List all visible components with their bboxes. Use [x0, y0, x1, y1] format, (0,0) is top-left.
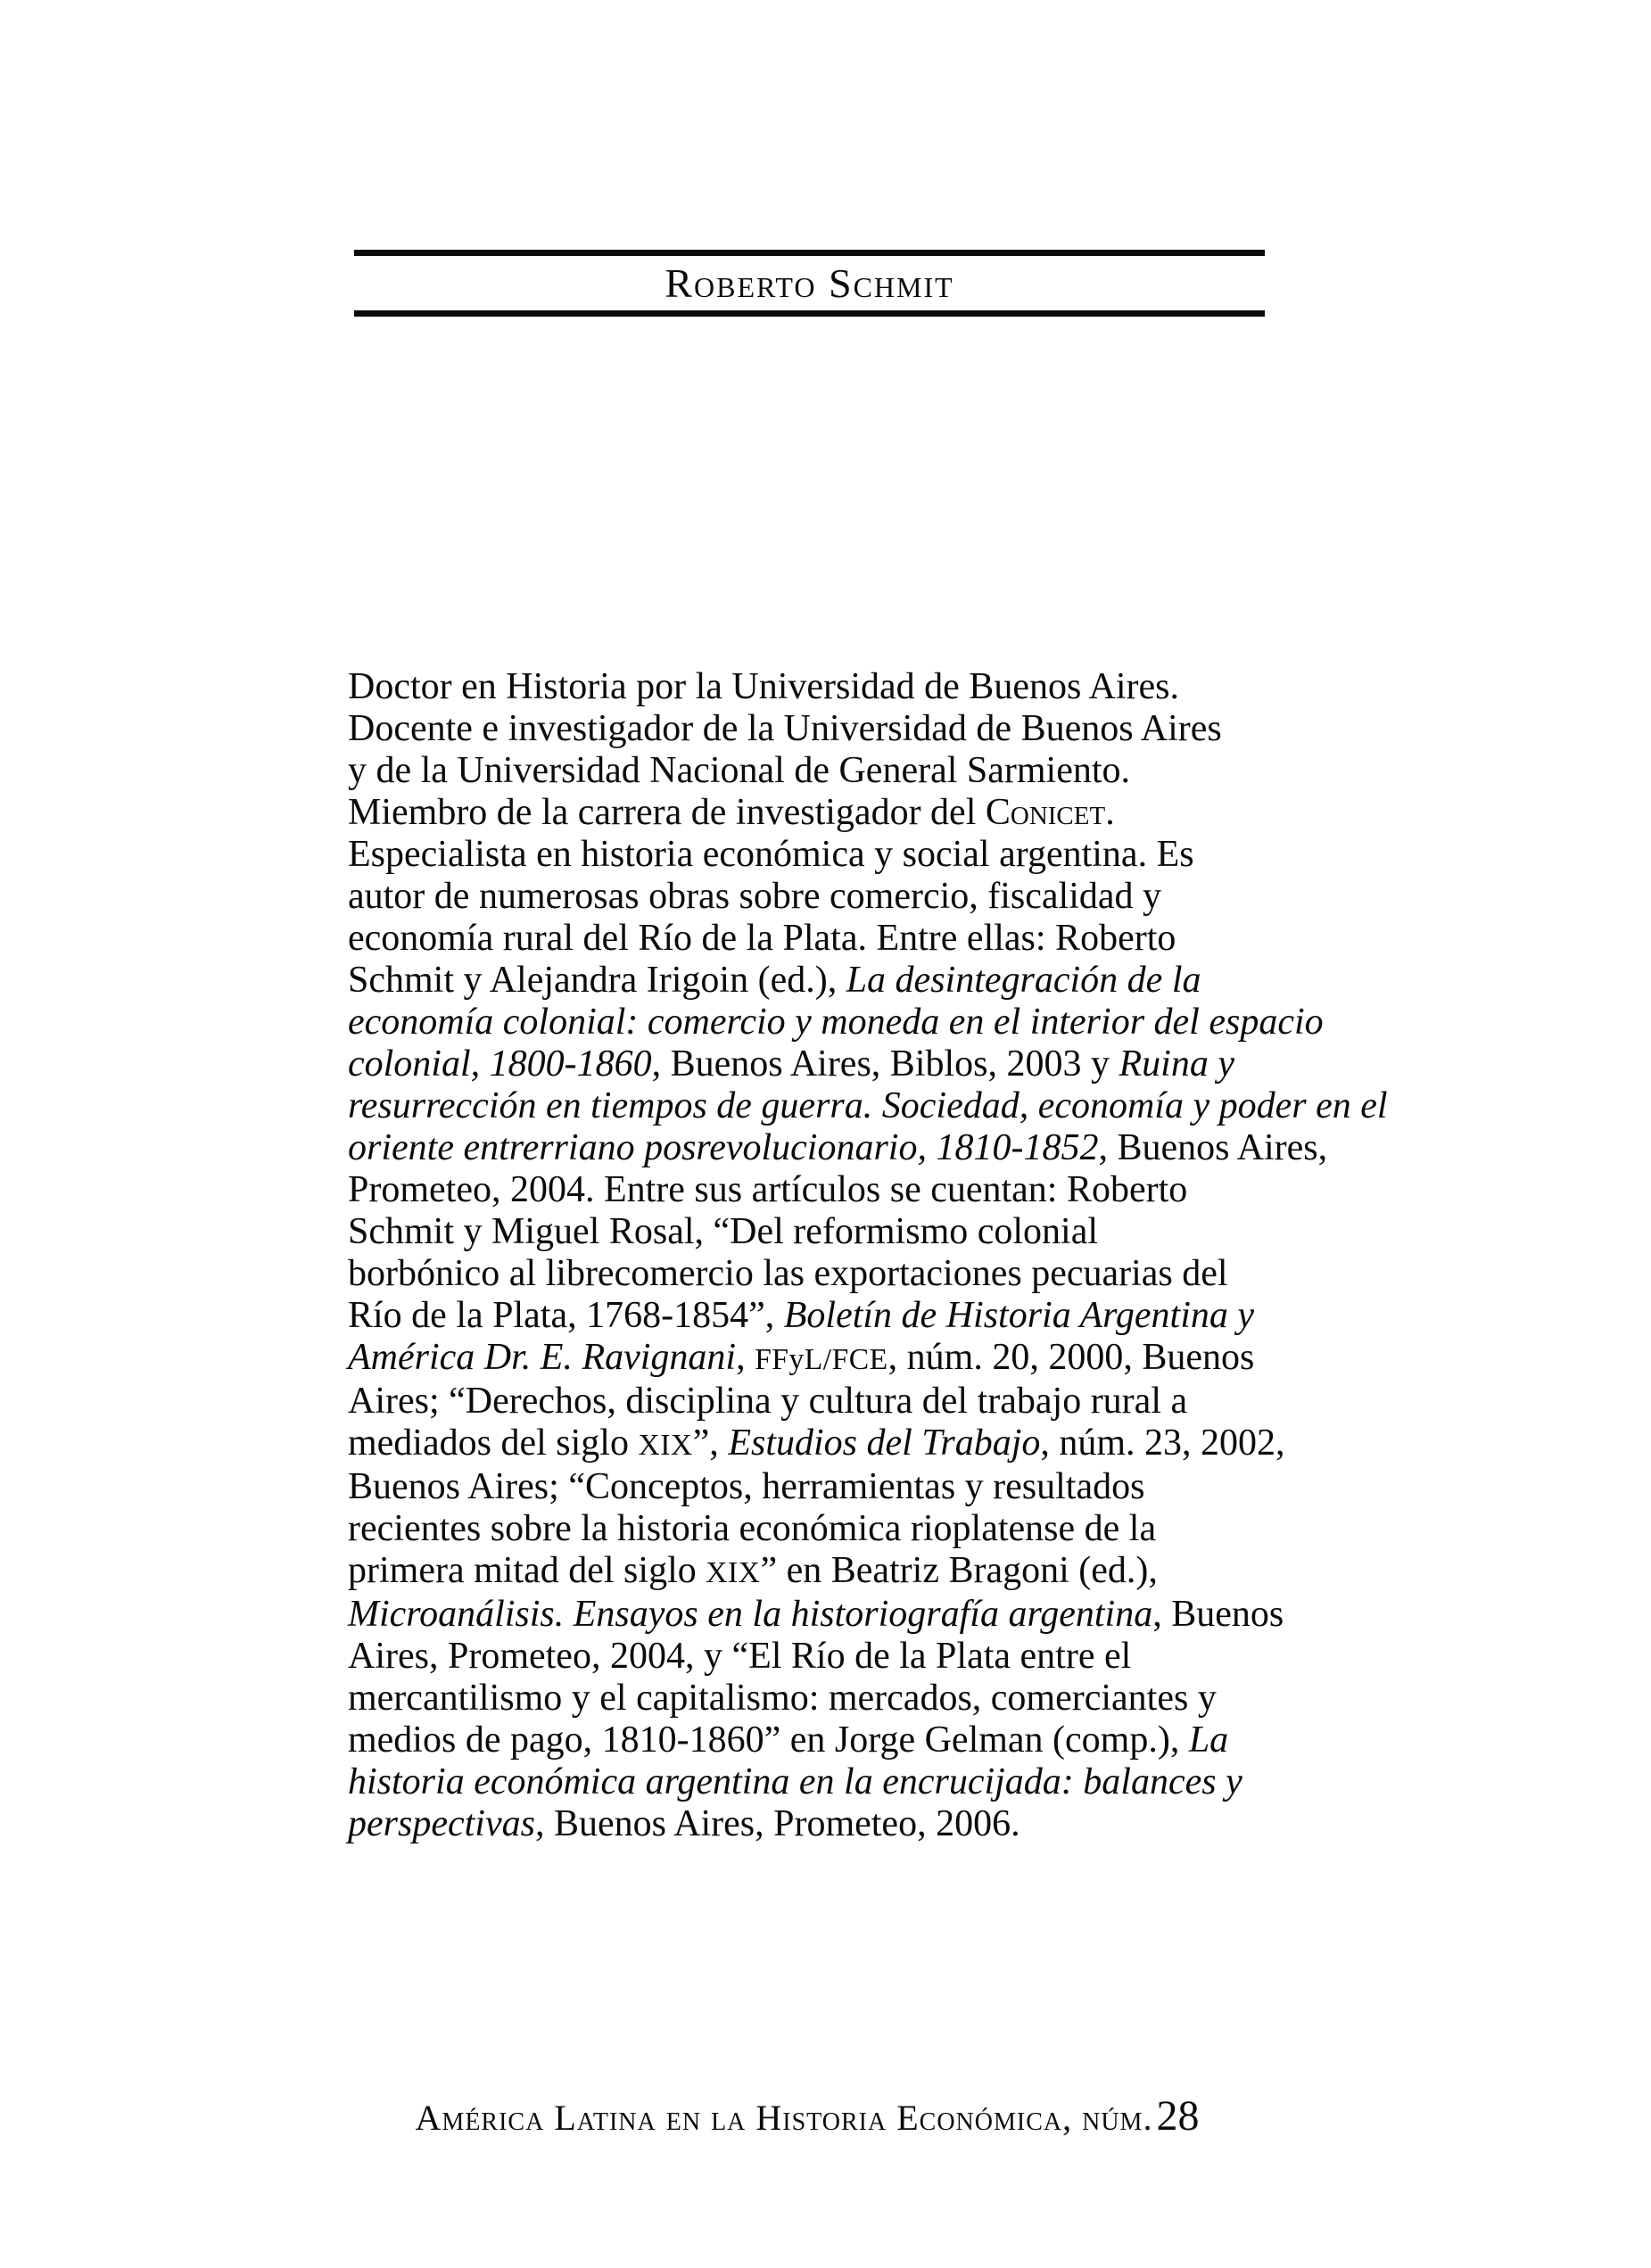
bio-line [348, 1678, 1293, 1720]
bio-line [348, 960, 1293, 1002]
bio-text-segment: mercantilismo y el capitalismo: mercados, comerciantes y [348, 1678, 1217, 1719]
bio-line [348, 834, 1293, 876]
footer-issue-number: 28 [1156, 2092, 1200, 2140]
bio-line [348, 666, 1293, 708]
bio-line [348, 1466, 1293, 1508]
bio-text-segment: Aires; “Derechos, disciplina y cultura del trabajo rural a [348, 1381, 1188, 1422]
journal-footer [348, 2091, 1267, 2140]
bio-line [348, 1043, 1293, 1085]
bio-line [348, 1594, 1293, 1636]
bio-line [348, 1508, 1293, 1550]
bio-text-segment: y de la Universidad Nacional de General Sarmiento. [348, 750, 1131, 791]
bio-text-segment: ” en Beatriz Bragoni (ed.), [760, 1550, 1158, 1591]
bio-text-segment: medios de pago, 1810-1860” en Jorge Gelman (comp.), [348, 1720, 1189, 1761]
header-title-row [354, 256, 1265, 310]
bio-line [348, 1761, 1293, 1803]
bio-text-segment: ”, [692, 1423, 729, 1464]
bio-text-segment: , [736, 1337, 755, 1378]
bio-text-segment: Aires, Prometeo, 2004, y “El Río de la Plata entre el [348, 1636, 1132, 1677]
bio-line [348, 1085, 1388, 1127]
bio-text-segment: Prometeo, 2004. Entre sus artículos se cuentan: Roberto [348, 1169, 1188, 1210]
bio-line [348, 1211, 1293, 1253]
bio-line [348, 1423, 1293, 1466]
bio-text-segment: , Buenos [1152, 1594, 1284, 1635]
bio-text-segment: economía colonial: comercio y moneda en el interior del espacio [348, 1002, 1324, 1043]
bio-text-segment: Ruina y [1119, 1043, 1234, 1085]
bio-line [348, 1720, 1293, 1761]
bio-line [348, 1127, 1328, 1169]
bio-text-segment: colonial, 1800-1860 [348, 1043, 652, 1085]
bio-line [348, 708, 1293, 750]
bio-text-segment: , Buenos Aires, [1098, 1127, 1328, 1168]
bio-text-segment: Microanálisis. Ensayos en la historiografía argentina [348, 1594, 1153, 1635]
bio-text-segment: La desintegración de la [846, 960, 1201, 1001]
bio-line [348, 792, 1293, 834]
bio-text-segment: historia económica argentina en la encrucijada: balances y [348, 1761, 1242, 1802]
bio-text-segment: Schmit y Alejandra Irigoin (ed.), [348, 960, 846, 1001]
author-bio [348, 666, 1388, 1845]
bio-text-segment: Docente e investigador de la Universidad de Buenos Aires [348, 708, 1222, 749]
bio-text-segment: Conicet [985, 792, 1106, 833]
bio-text-segment: Buenos Aires; “Conceptos, herramientas y resultados [348, 1466, 1145, 1507]
author-header [354, 250, 1265, 317]
bio-text-segment: Boletín de Historia Argentina y [783, 1295, 1255, 1336]
header-rule-top [354, 250, 1265, 256]
bio-text-segment: FFyL/FCE [755, 1343, 888, 1376]
page-title: Roberto Schmit [665, 260, 954, 306]
bio-line [348, 1636, 1293, 1678]
bio-text-segment: , Buenos Aires, Biblos, 2003 y [651, 1043, 1119, 1085]
bio-line [348, 1002, 1324, 1043]
bio-text-segment: borbónico al librecomercio las exportaciones pecuarias del [348, 1253, 1228, 1294]
bio-text-segment: Estudios del Trabajo [728, 1423, 1041, 1464]
bio-text-segment: economía rural del Río de la Plata. Entre ellas: Roberto [348, 918, 1176, 959]
bio-line [348, 1550, 1293, 1594]
bio-text-segment: mediados del siglo [348, 1423, 639, 1464]
bio-text-segment: Schmit y Miguel Rosal, “Del reformismo colonial [348, 1211, 1099, 1252]
bio-text-segment: resurrección en tiempos de guerra. Sociedad, economía y poder en el [348, 1085, 1388, 1126]
bio-text-segment: . [1105, 792, 1115, 833]
bio-text-segment: Especialista en historia económica y social argentina. Es [348, 834, 1194, 875]
bio-text-segment: perspectivas [348, 1803, 535, 1844]
bio-line [348, 1803, 1293, 1845]
bio-text-segment: Doctor en Historia por la Universidad de Buenos Aires. [348, 666, 1179, 707]
bio-line [348, 1337, 1293, 1381]
bio-text-segment: XIX [706, 1556, 761, 1589]
bio-text-segment: recientes sobre la historia económica rioplatense de la [348, 1508, 1157, 1549]
bio-text-segment: XIX [638, 1429, 693, 1462]
bio-line [348, 1253, 1293, 1295]
bio-text-segment: Río de la Plata, 1768-1854”, [348, 1295, 784, 1336]
bio-text-segment: Miembro de la carrera de investigador del [348, 792, 986, 833]
header-rule-bottom [354, 310, 1265, 317]
bio-line [348, 750, 1293, 792]
bio-line [348, 1381, 1293, 1423]
bio-line [348, 876, 1293, 918]
journal-title: América Latina en la Historia Económica, núm. [415, 2098, 1153, 2138]
bio-text-segment: La [1188, 1720, 1229, 1761]
bio-text-segment: , Buenos Aires, Prometeo, 2006. [534, 1803, 1020, 1844]
bio-text-segment: , núm. 23, 2002, [1040, 1423, 1285, 1464]
bio-text-segment: América Dr. E. Ravignani [348, 1337, 737, 1378]
bio-text-segment: autor de numerosas obras sobre comercio, fiscalidad y [348, 876, 1162, 917]
bio-text-segment: , núm. 20, 2000, Buenos [887, 1337, 1255, 1378]
bio-text-segment: oriente entrerriano posrevolucionario, 1810-1852 [348, 1127, 1099, 1168]
bio-line [348, 1169, 1293, 1211]
bio-line [348, 918, 1293, 960]
bio-text-segment: primera mitad del siglo [348, 1550, 706, 1591]
bio-line [348, 1295, 1293, 1337]
